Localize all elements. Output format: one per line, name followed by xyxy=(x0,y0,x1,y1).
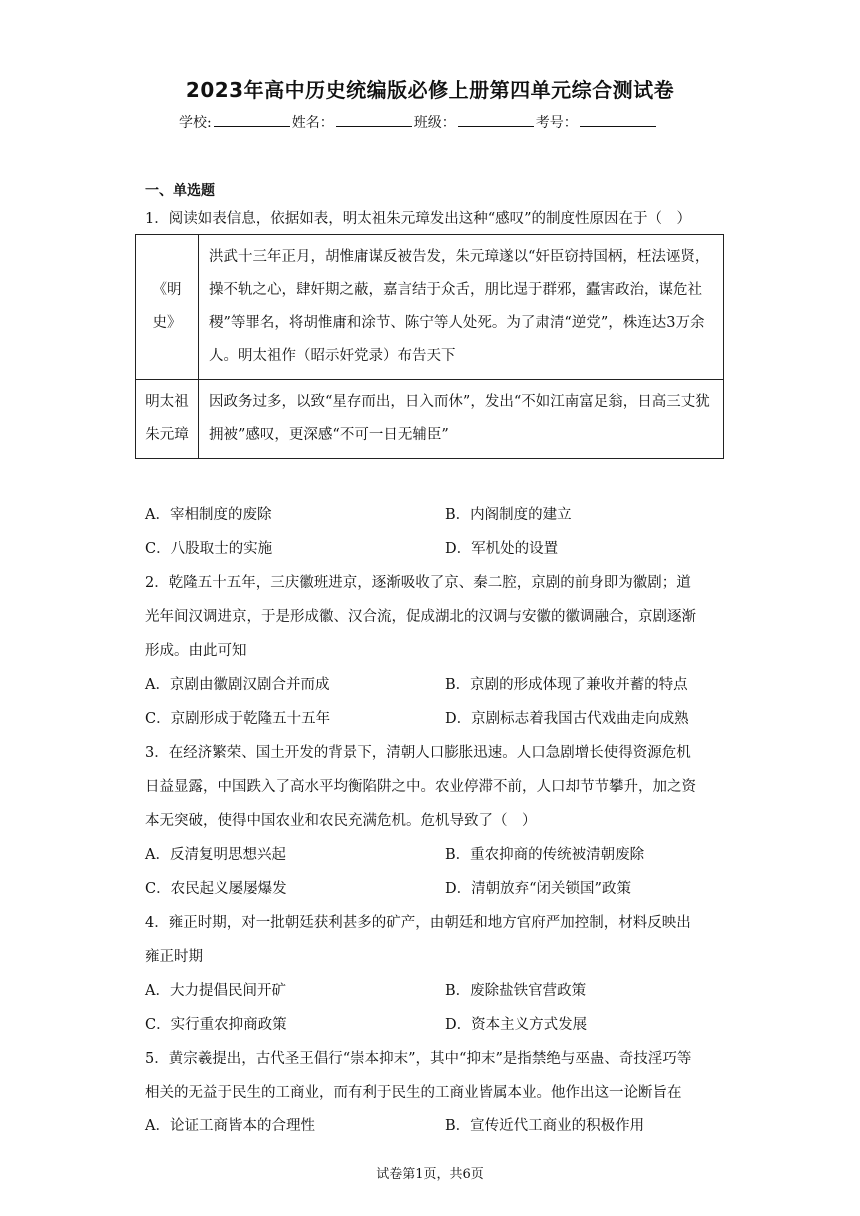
question-1-option-a[interactable]: A．宰相制度的废除 xyxy=(145,507,272,523)
question-4-stem-line: 雍正时期 xyxy=(145,949,203,965)
class-blank[interactable] xyxy=(458,112,534,127)
table-row xyxy=(136,380,724,459)
source-line: 《明 xyxy=(152,282,182,298)
source-line: 明太祖 xyxy=(145,394,189,410)
question-2-stem-line: 光年间汉调进京，于是形成徽、汉合流，促成湖北的汉调与安徽的徽调融合，京剧逐渐 xyxy=(145,609,696,625)
question-3-option-a[interactable]: A．反清复明思想兴起 xyxy=(145,847,286,863)
school-blank[interactable] xyxy=(214,112,290,127)
question-2-option-b[interactable]: B．京剧的形成体现了兼收并蓄的特点 xyxy=(445,677,688,693)
table-text-cell: 洪武十三年正月，胡惟庸谋反被告发，朱元璋遂以“奸臣窃持国柄，枉法诬贤，操不轨之心，肆奸期之蔽，嘉言结于众舌，朋比逞于群邪，蠹害政治，谋危社稷”等罪名，将胡惟庸和涂节、陈宁等人处死。为了肃清“逆党”，株连达3万余人。明太祖作（昭示奸党录）布告天下 xyxy=(199,235,724,380)
question-5-stem-line: 相关的无益于民生的工商业，而有利于民生的工商业皆属本业。他作出这一论断旨在 xyxy=(145,1085,682,1101)
question-4-option-b[interactable]: B．废除盐铁官营政策 xyxy=(445,983,587,999)
student-info-line xyxy=(179,112,658,132)
question-1-option-c[interactable]: C．八股取士的实施 xyxy=(145,541,273,557)
page-footer: 试卷第1页，共6页 xyxy=(376,1167,484,1182)
question-4-option-d[interactable]: D．资本主义方式发展 xyxy=(445,1017,588,1033)
question-4-option-c[interactable]: C．实行重农抑商政策 xyxy=(145,1017,287,1033)
question-5-stem-line: 5．黄宗羲提出，古代圣王倡行“崇本抑末”，其中“抑末”是指禁绝与巫蛊、奇技淫巧等 xyxy=(145,1051,692,1067)
question-2-stem-line: 2．乾隆五十五年，三庆徽班进京，逐渐吸收了京、秦二腔，京剧的前身即为徽剧；道 xyxy=(145,575,691,591)
question-2-option-d[interactable]: D．京剧标志着我国古代戏曲走向成熟 xyxy=(445,711,689,727)
name-blank[interactable] xyxy=(336,112,412,127)
question-3-option-c[interactable]: C．农民起义屡屡爆发 xyxy=(145,881,287,897)
section-heading: 一、单选题 xyxy=(145,183,215,199)
class-label: 班级： xyxy=(413,115,456,131)
question-4-option-a[interactable]: A．大力提倡民间开矿 xyxy=(145,983,286,999)
exam-number-label: 考号： xyxy=(535,115,578,131)
question-1-table xyxy=(135,234,724,459)
exam-number-blank[interactable] xyxy=(580,112,656,127)
page-title: 2023年高中历史统编版必修上册第四单元综合测试卷 xyxy=(185,78,675,102)
table-text-cell: 因政务过多，以致“星存而出，日入而休”，发出“不如江南富足翁，日高三丈犹拥被”感叹，更深感“不可一日无辅臣” xyxy=(199,380,724,459)
table-source-cell xyxy=(136,235,199,380)
table-row xyxy=(136,235,724,380)
source-line: 朱元璋 xyxy=(145,427,189,443)
table-source-cell xyxy=(136,380,199,459)
source-line: 史》 xyxy=(152,315,182,331)
question-1-option-d[interactable]: D．军机处的设置 xyxy=(445,541,559,557)
question-3-stem-line: 本无突破，使得中国农业和农民充满危机。危机导致了（ ） xyxy=(145,813,537,829)
question-2-stem-line: 形成。由此可知 xyxy=(145,643,247,659)
question-1-stem: 1．阅读如表信息，依据如表，明太祖朱元璋发出这种“感叹”的制度性原因在于（ ） xyxy=(145,211,692,227)
question-3-option-b[interactable]: B．重农抑商的传统被清朝废除 xyxy=(445,847,645,863)
name-label: 姓名： xyxy=(291,115,334,131)
question-4-stem-line: 4．雍正时期，对一批朝廷获利甚多的矿产，由朝廷和地方官府严加控制，材料反映出 xyxy=(145,915,691,931)
question-1-option-b[interactable]: B．内阁制度的建立 xyxy=(445,507,572,523)
question-2-option-a[interactable]: A．京剧由徽剧汉剧合并而成 xyxy=(145,677,330,693)
question-3-stem-line: 日益显露，中国跌入了高水平均衡陷阱之中。农业停滞不前，人口却节节攀升，加之资 xyxy=(145,779,696,795)
question-5-option-a[interactable]: A．论证工商皆本的合理性 xyxy=(145,1118,315,1134)
question-3-option-d[interactable]: D．清朝放弃“闭关锁国”政策 xyxy=(445,881,631,897)
question-5-option-b[interactable]: B．宣传近代工商业的积极作用 xyxy=(445,1118,645,1134)
question-2-option-c[interactable]: C．京剧形成于乾隆五十五年 xyxy=(145,711,331,727)
school-label: 学校: xyxy=(179,115,212,131)
question-3-stem-line: 3．在经济繁荣、国土开发的背景下，清朝人口膨胀迅速。人口急剧增长使得资源危机 xyxy=(145,745,691,761)
